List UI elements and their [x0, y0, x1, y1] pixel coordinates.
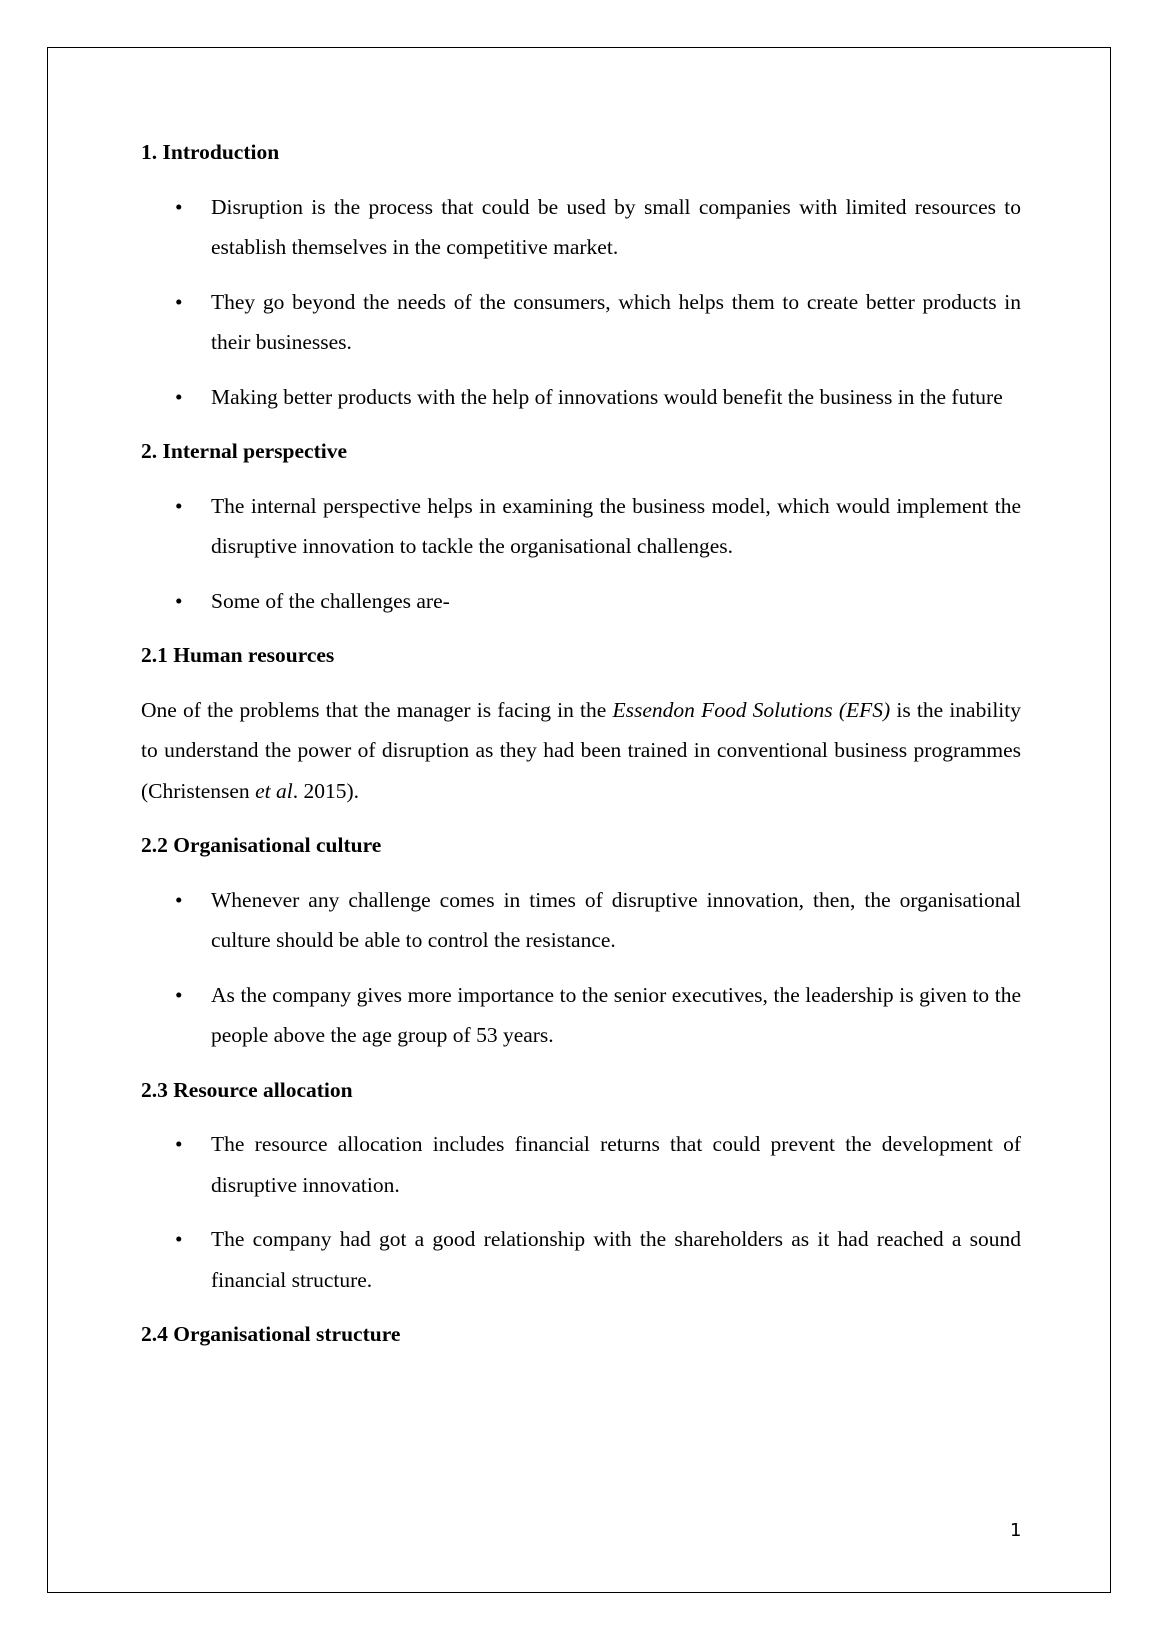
- list-item: • They go beyond the needs of the consumers, which helps them to create better products in their businesses.: [141, 282, 1021, 363]
- bullet-icon: •: [175, 887, 183, 912]
- citation-et-al: et al: [255, 778, 293, 803]
- bullet-icon: •: [175, 588, 183, 613]
- intro-bullet-list: [141, 187, 1021, 418]
- list-item: • The internal perspective helps in examining the business model, which would implement the disruptive innovation to tackle the organisational challenges.: [141, 486, 1021, 567]
- bullet-icon: •: [175, 1132, 183, 1156]
- heading-resource-allocation: 2.3 Resource allocation: [141, 1077, 353, 1102]
- heading-internal-perspective: 2. Internal perspective: [141, 439, 348, 463]
- heading-organisational-culture: 2.2 Organisational culture: [141, 833, 382, 857]
- bullet-icon: •: [175, 289, 183, 314]
- heading-introduction: 1. Introduction: [141, 140, 280, 164]
- list-item: • The company had got a good relationship with the shareholders as it had reached a sound financial structure.: [141, 1219, 1021, 1300]
- list-item: • As the company gives more importance to the senior executives, the leadership is given to the people above the age group of 53 years.: [141, 975, 1021, 1056]
- document-body: [141, 132, 1021, 1369]
- heading-organisational-structure: 2.4 Organisational structure: [141, 1322, 401, 1346]
- page-number: 1: [1010, 1520, 1022, 1541]
- resources-bullet-list: [141, 1124, 1021, 1300]
- company-name: Essendon Food Solutions (EFS): [612, 697, 891, 722]
- bullet-icon: •: [175, 1227, 183, 1251]
- list-item: • Making better products with the help of innovations would benefit the business in the future: [141, 377, 1021, 418]
- internal-bullet-list: [141, 486, 1021, 622]
- list-item: • Whenever any challenge comes in times of disruptive innovation, then, the organisational culture should be able to control the resistance.: [141, 880, 1021, 961]
- heading-human-resources: 2.1 Human resources: [141, 643, 335, 667]
- culture-bullet-list: [141, 880, 1021, 1056]
- human-resources-paragraph: One of the problems that the manager is facing in the Essendon Food Solutions (EFS) is the inability to understand the power of disruption as they had been trained in conventional business programmes (Christensen et al. 2015).: [141, 697, 1021, 803]
- bullet-icon: •: [175, 194, 183, 219]
- bullet-icon: •: [175, 982, 183, 1007]
- list-item: • Disruption is the process that could be used by small companies with limited resources to establish themselves in the competitive market.: [141, 187, 1021, 268]
- list-item: • The resource allocation includes financial returns that could prevent the development of disruptive innovation.: [141, 1124, 1021, 1205]
- bullet-icon: •: [175, 493, 183, 518]
- list-item: • Some of the challenges are-: [141, 581, 1021, 622]
- bullet-icon: •: [175, 384, 183, 409]
